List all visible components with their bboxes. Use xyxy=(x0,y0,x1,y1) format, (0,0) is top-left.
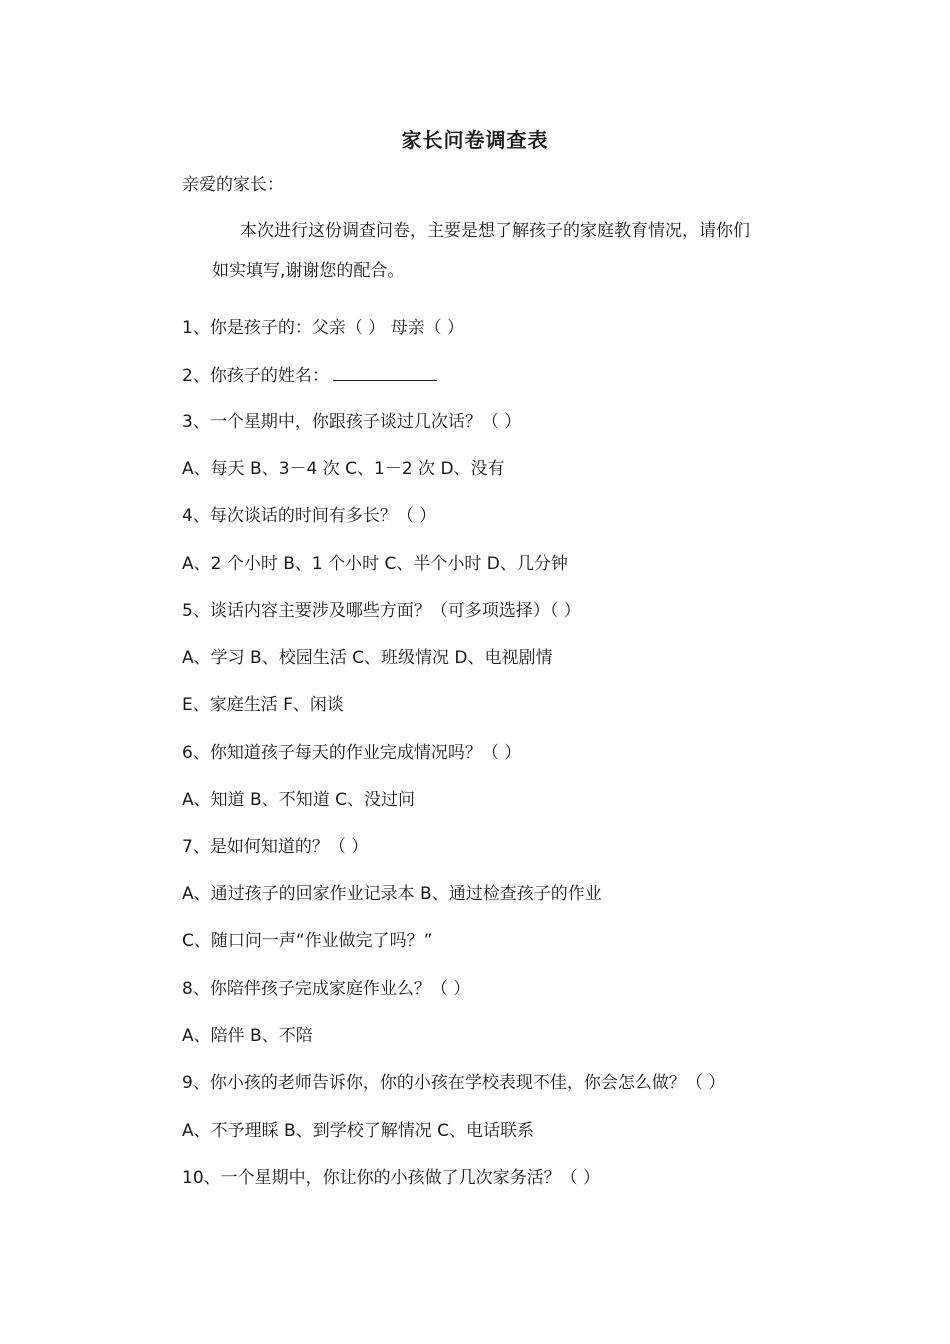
question-6-options: A、知道 B、不知道 C、没过问 xyxy=(182,790,415,810)
question-10: 10、一个星期中，你让你的小孩做了几次家务活？（ ） xyxy=(182,1168,601,1188)
intro-line-2: 如实填写,谢谢您的配合。 xyxy=(212,261,405,281)
question-5-options-2: E、家庭生活 F、闲谈 xyxy=(182,695,344,715)
question-9-options: A、不予理睬 B、到学校了解情况 C、电话联系 xyxy=(182,1121,534,1141)
question-7-options-2: C、随口问一声“作业做完了吗？” xyxy=(182,931,433,951)
question-4: 4、每次谈话的时间有多长？（ ） xyxy=(182,506,437,526)
question-7: 7、是如何知道的？（ ） xyxy=(182,837,369,857)
question-9: 9、你小孩的老师告诉你，你的小孩在学校表现不佳，你会怎么做？（ ） xyxy=(182,1073,726,1093)
question-2-text: 2、你孩子的姓名： xyxy=(182,366,329,386)
name-blank-line[interactable] xyxy=(333,364,437,381)
question-4-options: A、2 个小时 B、1 个小时 C、半个小时 D、几分钟 xyxy=(182,554,568,574)
question-7-options-1: A、通过孩子的回家作业记录本 B、通过检查孩子的作业 xyxy=(182,884,602,904)
question-6: 6、你知道孩子每天的作业完成情况吗？（ ） xyxy=(182,743,522,763)
question-3: 3、一个星期中，你跟孩子谈过几次话？（ ） xyxy=(182,412,522,432)
question-5-options-1: A、学习 B、校园生活 C、班级情况 D、电视剧情 xyxy=(182,648,553,668)
intro-paragraph xyxy=(212,211,822,291)
greeting: 亲爱的家长： xyxy=(182,175,284,195)
question-5: 5、谈话内容主要涉及哪些方面？（可多项选择）（ ） xyxy=(182,601,581,621)
question-8: 8、你陪伴孩子完成家庭作业么？（ ） xyxy=(182,979,471,999)
question-8-options: A、陪伴 B、不陪 xyxy=(182,1026,313,1046)
question-2 xyxy=(182,364,437,387)
question-1: 1、你是孩子的：父亲（ ） 母亲（ ） xyxy=(182,318,465,338)
question-3-options: A、每天 B、3－4 次 C、1－2 次 D、没有 xyxy=(182,459,505,479)
intro-line-1: 本次进行这份调查问卷，主要是想了解孩子的家庭教育情况，请你们 xyxy=(240,221,750,241)
document-title: 家长问卷调查表 xyxy=(401,128,549,152)
